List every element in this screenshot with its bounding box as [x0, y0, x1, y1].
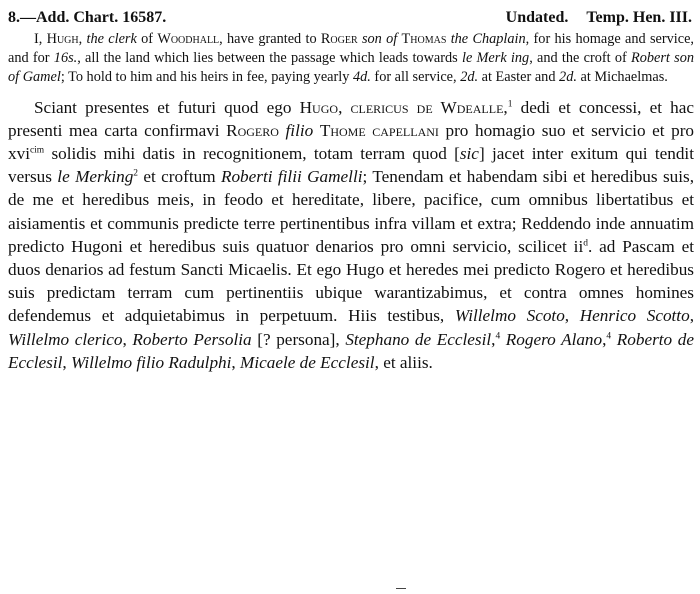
latin-text: ,: [503, 97, 508, 117]
latin-text: ,: [689, 306, 694, 326]
superscript-abbrev: cim: [29, 145, 45, 156]
summary-italic: the clerk: [86, 31, 137, 47]
latin-text: solidis mihi datis in recognitionem, totam terram quod [: [44, 144, 460, 164]
sic-note: sic: [459, 144, 479, 164]
document-page: [8, 6, 694, 374]
charter-heading: [8, 6, 694, 30]
summary-italic: the Chaplain: [450, 31, 526, 47]
latin-clericus: clericus de Wdealle: [350, 97, 504, 117]
latin-text: ,: [62, 352, 71, 372]
latin-name-hugo: Hugo: [299, 97, 339, 117]
latin-text: [279, 121, 286, 140]
summary-place-merking: le Merk ing: [461, 50, 530, 67]
latin-name-roberti: Roberti filii Gamelli: [220, 167, 363, 187]
summary-place-woodhall: Woodhall: [157, 31, 220, 47]
footnote-marker: 1: [507, 98, 513, 109]
latin-text: ,: [122, 329, 133, 349]
witness-name: Roberto de Ecclesil: [8, 329, 694, 372]
latin-text: . ad Pascam et duos denarios ad festum Sancti Micaelis. Et ego Hugo et heredes mei predicto Rogero et heredibus suis predictam terram cum pertinentiis ubique warantizabimus, et contra omnes homines defendemus et adquietabimus in perpetuum. Hiis testibus,: [8, 236, 694, 326]
witness-name: Stephano de Ecclesil: [345, 329, 492, 349]
summary-text: , have granted to: [219, 31, 321, 47]
summary-amount: 16s.: [53, 50, 78, 67]
witness-name: Willelmo filio Radulphi: [71, 352, 232, 372]
latin-text: et croftum: [138, 167, 221, 187]
summary-amount: 4d.: [352, 69, 371, 86]
superscript-abbrev: d: [583, 238, 588, 249]
latin-text: dedi et concessi, et hac presenti mea carta confirmavi: [8, 97, 694, 140]
summary-text: , all the land which lies between the passage which leads towards: [77, 50, 462, 67]
latin-text: ] jacet inter exitum qui tendit versus: [8, 144, 694, 187]
charter-reign: Temp. Hen. III.: [586, 9, 692, 26]
latin-italic: filio: [285, 120, 314, 140]
charter-undated-label: Undated.: [505, 9, 569, 26]
summary-text: at Michaelmas.: [576, 69, 668, 86]
summary-text: I,: [34, 31, 47, 47]
witness-name: Henrico Scotto: [579, 306, 690, 326]
latin-text: ,: [231, 352, 241, 372]
summary-amount: 2d.: [460, 69, 479, 86]
summary-text: at Easter and: [478, 69, 560, 86]
latin-place-merking: le Merking: [57, 167, 134, 187]
summary-text: of: [136, 31, 158, 47]
latin-name-thome: Thome capellani: [319, 120, 439, 140]
witness-name: Roberto Persolia: [132, 329, 252, 349]
latin-text: ,: [491, 329, 496, 349]
witness-name: Willelmo Scoto: [454, 306, 565, 326]
witness-name: Willelmo clerico: [8, 329, 123, 349]
english-summary: [8, 30, 694, 88]
summary-text: , for his homage and service, and for: [8, 31, 695, 67]
summary-name-robert: Robert son of Gamel: [8, 50, 694, 86]
latin-text: ; Tenendam et habendam sibi et heredibus suis, de me et heredibus meis, in feodo et hereditate, libere, pacifice, cum omnibus libertatibus et aisiamentis et communis predicte terre pertinentibus infra villam et extra; Reddendo inde annuatim predicto Hugoni et heredibus suis quatuor denarios pro omni servicio, scilicet ii: [8, 167, 695, 256]
latin-text: [? persona],: [251, 329, 346, 349]
summary-text: ,: [78, 31, 87, 47]
latin-text: ,: [564, 306, 580, 326]
summary-text: ; To hold to him and his heirs in fee, paying yearly: [60, 69, 353, 86]
page-bottom-mark: [396, 588, 406, 593]
summary-italic: son of: [361, 31, 398, 47]
summary-text: for all service,: [370, 69, 461, 86]
summary-name-thomas: Thomas: [401, 31, 447, 47]
charter-date-group: [506, 6, 694, 30]
summary-text: , and the croft of: [529, 50, 631, 67]
latin-transcription: [8, 96, 694, 374]
latin-name-rogero: Rogero: [226, 120, 279, 140]
summary-amount: 2d.: [559, 69, 577, 86]
footnote-marker: 4: [606, 330, 612, 341]
witness-name: Rogero Alano: [505, 329, 603, 349]
footnote-marker: 2: [133, 168, 139, 179]
latin-text: ,: [602, 329, 607, 349]
summary-name-hugh: Hugh: [46, 31, 79, 47]
latin-text: , et aliis.: [374, 352, 433, 372]
latin-text: ,: [338, 97, 351, 117]
latin-text: [313, 121, 320, 140]
latin-text: pro homagio suo et servicio et pro xvi: [8, 120, 695, 164]
summary-name-roger: Roger: [320, 31, 358, 47]
charter-number: 8.—Add. Chart. 16587.: [8, 9, 167, 26]
witness-name: Micaele de Ecclesil: [240, 352, 375, 372]
latin-text: Sciant presentes et futuri quod ego: [34, 97, 300, 117]
footnote-marker: 4: [495, 330, 501, 341]
